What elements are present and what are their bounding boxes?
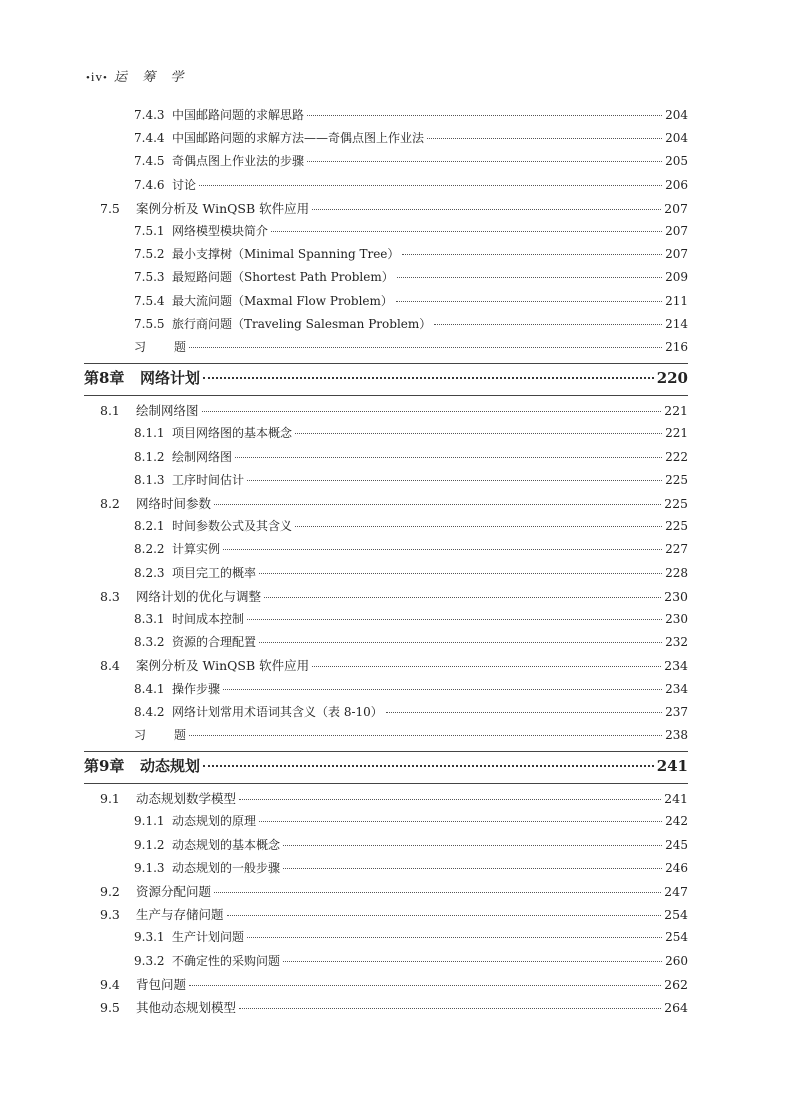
toc-entry-title: 网络时间参数	[136, 496, 212, 511]
toc-dot-leader	[295, 433, 662, 434]
toc-entry-number: 8.3	[100, 588, 120, 604]
toc-dot-leader	[247, 937, 662, 938]
toc-entry-title: 最短路问题（Shortest Path Problem）	[172, 270, 394, 285]
toc-entry-page: 260	[665, 953, 688, 968]
running-header: •iv• 运 筹 学	[86, 69, 190, 84]
toc-entry-title: 动态规划的原理	[172, 814, 257, 829]
toc-dot-leader	[259, 573, 662, 574]
toc-dot-leader	[271, 231, 662, 232]
toc-entry-title: 绘制网络图	[136, 403, 199, 419]
chapter-rule-top	[84, 751, 688, 752]
toc-section-entry[interactable]	[100, 905, 688, 923]
toc-entry-number: 8.1.2	[134, 449, 165, 464]
toc-subsection-entry[interactable]	[134, 222, 688, 239]
toc-dot-leader	[283, 961, 662, 962]
toc-entry-page: 211	[665, 293, 688, 308]
toc-entry-page: 228	[665, 565, 688, 580]
toc-entry-page: 227	[665, 542, 688, 557]
toc-entry-title: 动态规划的一般步骤	[172, 860, 281, 875]
toc-entry-page: 225	[664, 496, 688, 511]
toc-subsection-entry[interactable]	[134, 812, 688, 829]
toc-entry-title: 资源的合理配置	[172, 635, 257, 650]
toc-entry-title: 题	[174, 340, 187, 354]
toc-entry-number: 9.3	[100, 907, 120, 923]
toc-entry-page: 209	[665, 270, 688, 285]
toc-entry-title: 最大流问题（Maxmal Flow Problem）	[172, 293, 393, 308]
toc-entry-number: 8.3.2	[134, 635, 165, 650]
toc-entry-number: 7.4.6	[134, 177, 165, 192]
toc-entry-page: 241	[656, 757, 688, 776]
toc-entry-title: 网络计划的优化与调整	[136, 588, 262, 604]
toc-entry-title: 资源分配问题	[136, 884, 212, 899]
toc-section-entry[interactable]	[100, 587, 688, 605]
toc-entry-page: 225	[665, 519, 688, 534]
toc-entry-number: 8.2.1	[134, 519, 165, 534]
toc-entry-title: 绘制网络图	[172, 449, 233, 464]
toc-subsection-entry[interactable]	[134, 952, 688, 969]
toc-entry-page: 247	[664, 884, 688, 899]
toc-entry-title: 讨论	[172, 177, 197, 192]
toc-entry-page: 205	[665, 154, 688, 169]
toc-entry-number: 第9章	[84, 757, 125, 776]
toc-dot-leader	[283, 868, 662, 869]
toc-entry-page: 262	[664, 976, 688, 992]
toc-entry-page: 254	[665, 930, 688, 945]
toc-subsection-entry[interactable]	[134, 928, 688, 945]
toc-dot-leader	[402, 254, 662, 255]
toc-entry-page: 245	[665, 837, 688, 852]
toc-section-entry[interactable]	[100, 998, 688, 1016]
toc-dot-leader	[307, 161, 662, 162]
toc-section-entry[interactable]	[100, 789, 688, 807]
toc-dot-leader	[223, 689, 662, 690]
toc-dot-leader	[189, 985, 661, 986]
toc-entry-page: 216	[665, 340, 688, 354]
toc-subsection-entry[interactable]	[134, 424, 688, 441]
toc-subsection-entry[interactable]	[134, 176, 688, 193]
toc-entry-title: 不确定性的采购问题	[172, 953, 281, 968]
toc-entry-title: 操作步骤	[172, 681, 221, 696]
toc-entry-number: 9.1.2	[134, 837, 165, 852]
toc-entry-number: 8.4.2	[134, 704, 165, 719]
toc-entry-title: 背包问题	[136, 976, 187, 992]
toc-entry-number: 9.1.3	[134, 860, 165, 875]
toc-entry-number: 7.5.1	[134, 224, 165, 238]
toc-entry-number: 9.3.1	[134, 930, 165, 945]
toc-entry-number: 8.2	[100, 496, 120, 511]
toc-entry-number: 8.2.2	[134, 542, 165, 557]
toc-entry-title: 计算实例	[172, 542, 221, 557]
toc-dot-leader	[235, 457, 662, 458]
toc-dot-leader	[203, 377, 654, 379]
toc-entry-page: 221	[665, 426, 688, 441]
toc-subsection-entry[interactable]	[134, 448, 688, 465]
toc-entry-number: 8.1	[100, 403, 120, 419]
toc-subsection-entry[interactable]	[134, 129, 688, 146]
toc-entry-number: 9.4	[100, 976, 120, 992]
toc-entry-title: 案例分析及 WinQSB 软件应用	[136, 200, 310, 216]
toc-dot-leader	[312, 666, 661, 667]
toc-subsection-entry[interactable]	[134, 471, 688, 488]
toc-entry-page: 238	[665, 728, 688, 742]
toc-dot-leader	[247, 619, 662, 620]
chapter-rule-bottom	[84, 783, 688, 784]
toc-dot-leader	[312, 209, 661, 210]
toc-dot-leader	[386, 712, 662, 713]
toc-entry-number: 8.1.3	[134, 472, 165, 487]
toc-entry-title: 时间成本控制	[172, 612, 245, 626]
toc-entry-title: 最小支撑树（Minimal Spanning Tree）	[172, 247, 400, 262]
toc-subsection-entry[interactable]	[134, 315, 688, 332]
toc-entry-number: 9.2	[100, 884, 120, 899]
toc-dot-leader	[239, 1008, 661, 1009]
toc-dot-leader	[307, 115, 662, 116]
toc-entry-page: 234	[665, 681, 688, 696]
toc-dot-leader	[264, 597, 661, 598]
toc-chapter-entry[interactable]	[84, 755, 688, 776]
toc-dot-leader	[199, 185, 662, 186]
toc-subsection-entry[interactable]	[134, 610, 688, 627]
toc-subsection-entry[interactable]	[134, 517, 688, 534]
toc-section-entry[interactable]	[100, 882, 688, 900]
toc-entry-title: 时间参数公式及其含义	[172, 519, 293, 534]
toc-subsection-entry[interactable]	[134, 338, 688, 355]
toc-subsection-entry[interactable]	[134, 268, 688, 285]
toc-chapter-entry[interactable]	[84, 367, 688, 388]
toc-entry-title: 其他动态规划模型	[136, 1000, 237, 1015]
toc-section-entry[interactable]	[100, 494, 688, 512]
toc-entry-page: 232	[665, 635, 688, 650]
toc-entry-number: 7.5.2	[134, 247, 165, 262]
toc-entry-number: 9.1	[100, 791, 120, 807]
toc-dot-leader	[223, 549, 662, 550]
toc-entry-number: 8.4.1	[134, 681, 165, 696]
toc-dot-leader	[434, 324, 662, 325]
toc-entry-number: 7.4.3	[134, 108, 165, 122]
toc-dot-leader	[214, 892, 661, 893]
toc-entry-title: 动态规划的基本概念	[172, 837, 281, 852]
toc-entry-page: 234	[664, 658, 688, 674]
toc-entry-page: 246	[665, 860, 688, 875]
toc-dot-leader	[247, 480, 662, 481]
toc-entry-page: 264	[664, 1000, 688, 1015]
book-title: 运 筹 学	[113, 69, 190, 84]
toc-entry-number: 7.4.4	[134, 131, 165, 146]
toc-subsection-entry[interactable]	[134, 703, 688, 720]
toc-subsection-entry[interactable]	[134, 152, 688, 169]
toc-dot-leader	[203, 765, 654, 767]
toc-entry-number: 7.5.4	[134, 293, 165, 308]
toc-entry-title: 案例分析及 WinQSB 软件应用	[136, 658, 310, 674]
toc-entry-title: 动态规划	[140, 757, 201, 776]
toc-subsection-entry[interactable]	[134, 859, 688, 876]
toc-entry-title: 生产与存储问题	[136, 907, 224, 923]
toc-entry-page: 230	[664, 588, 688, 604]
toc-entry-page: 230	[665, 612, 688, 626]
toc-entry-title: 奇偶点图上作业法的步骤	[172, 154, 305, 169]
toc-subsection-entry[interactable]	[134, 292, 688, 309]
toc-dot-leader	[259, 642, 662, 643]
toc-entry-title: 工序时间估计	[172, 472, 245, 487]
toc-subsection-entry[interactable]	[134, 680, 688, 697]
toc-entry-title: 网络计划常用术语词其含义（表 8-10）	[172, 704, 383, 719]
toc-entry-page: 207	[665, 224, 688, 238]
toc-entry-title: 网络模型模块简介	[172, 224, 269, 238]
toc-entry-page: 206	[665, 177, 688, 192]
toc-entry-number: 7.5.3	[134, 270, 165, 285]
toc-entry-title: 项目网络图的基本概念	[172, 426, 293, 441]
toc-section-entry[interactable]	[100, 975, 688, 993]
toc-entry-page: 225	[665, 472, 688, 487]
toc-dot-leader	[396, 301, 662, 302]
toc-entry-number: 8.1.1	[134, 426, 165, 441]
toc-entry-number: 8.3.1	[134, 612, 165, 626]
toc-section-entry[interactable]	[100, 401, 688, 419]
toc-entry-title: 中国邮路问题的求解方法——奇偶点图上作业法	[172, 131, 425, 146]
toc-entry-page: 204	[665, 108, 688, 122]
toc-dot-leader	[189, 735, 662, 736]
toc-subsection-entry[interactable]	[134, 836, 688, 853]
toc-entry-page: 241	[664, 791, 688, 807]
toc-entry-number: 8.4	[100, 658, 120, 674]
toc-dot-leader	[189, 347, 662, 348]
toc-entry-number: 习	[134, 728, 147, 742]
toc-subsection-entry[interactable]	[134, 245, 688, 262]
toc-entry-title: 网络计划	[140, 369, 201, 388]
toc-section-entry[interactable]	[100, 199, 688, 217]
toc-entry-title: 中国邮路问题的求解思路	[172, 108, 305, 122]
toc-section-entry[interactable]	[100, 656, 688, 674]
toc-subsection-entry[interactable]	[134, 106, 688, 123]
toc-dot-leader	[397, 277, 662, 278]
toc-entry-number: 9.1.1	[134, 814, 165, 829]
toc-entry-title: 生产计划问题	[172, 930, 245, 945]
toc-entry-number: 7.4.5	[134, 154, 165, 169]
toc-entry-page: 254	[664, 907, 688, 923]
chapter-rule-bottom	[84, 395, 688, 396]
toc-entry-page: 207	[664, 200, 688, 216]
toc-entry-page: 237	[665, 704, 688, 719]
toc-entry-title: 项目完工的概率	[172, 565, 257, 580]
toc-entry-title: 动态规划数学模型	[136, 791, 237, 807]
toc-entry-number: 8.2.3	[134, 565, 165, 580]
toc-entry-number: 9.5	[100, 1000, 120, 1015]
toc-entry-title: 旅行商问题（Traveling Salesman Problem）	[172, 316, 432, 331]
toc-subsection-entry[interactable]	[134, 633, 688, 650]
toc-entry-page: 242	[665, 814, 688, 829]
toc-dot-leader	[259, 821, 662, 822]
toc-entry-number: 9.3.2	[134, 953, 165, 968]
toc-entry-page: 207	[665, 247, 688, 262]
toc-entry-page: 222	[665, 449, 688, 464]
toc-dot-leader	[295, 526, 662, 527]
toc-entry-page: 221	[664, 403, 688, 419]
toc-subsection-entry[interactable]	[134, 564, 688, 581]
toc-dot-leader	[227, 915, 662, 916]
chapter-rule-top	[84, 363, 688, 364]
toc-entry-page: 214	[665, 316, 688, 331]
toc-entry-page: 220	[656, 369, 688, 388]
toc-dot-leader	[283, 845, 662, 846]
toc-dot-leader	[427, 138, 662, 139]
toc-entry-number: 7.5.5	[134, 316, 165, 331]
toc-entry-number: 习	[134, 340, 147, 354]
toc-subsection-entry[interactable]	[134, 540, 688, 557]
toc-dot-leader	[214, 504, 661, 505]
page-number: iv	[90, 69, 103, 84]
toc-subsection-entry[interactable]	[134, 726, 688, 743]
toc-entry-page: 204	[665, 131, 688, 146]
toc-entry-number: 7.5	[100, 200, 120, 216]
toc-entry-number: 第8章	[84, 369, 125, 388]
toc-dot-leader	[202, 411, 662, 412]
toc-dot-leader	[239, 799, 661, 800]
toc-entry-title: 题	[174, 728, 187, 742]
